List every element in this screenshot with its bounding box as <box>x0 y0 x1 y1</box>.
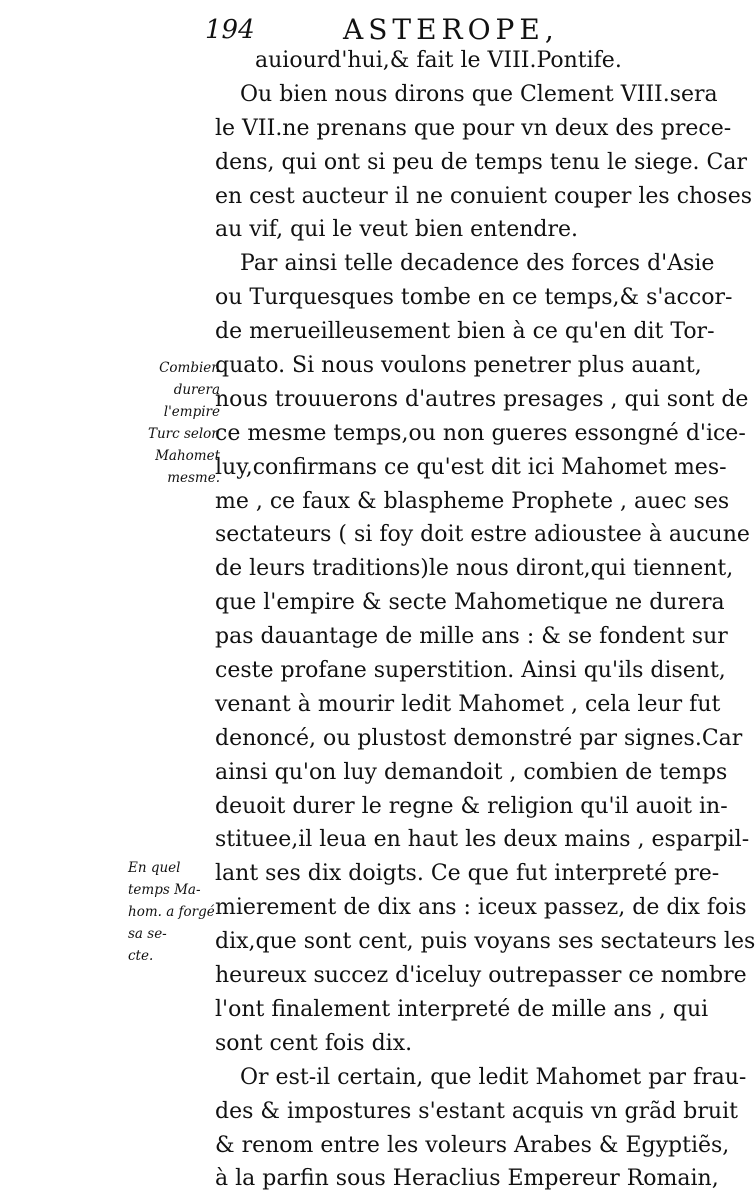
text-line: me , ce faux & blaspheme Prophete , auec ses <box>215 488 730 514</box>
text-line: auiourd'hui,& fait le VIII.Pontife. <box>255 48 622 73</box>
text-line: stituee,il leua en haut les deux mains , esparpil- <box>215 827 750 853</box>
margin-note-line: Turc selon <box>147 426 220 442</box>
text-line: sont cent fois dix. <box>215 1030 413 1056</box>
text-line: au vif, qui le veut bien entendre. <box>215 217 578 243</box>
margin-note-line: temps Ma- <box>128 882 201 898</box>
text-line: mierement de dix ans : iceux passez, de dix fois <box>215 895 747 921</box>
margin-note-sect <box>128 857 215 967</box>
margin-note-line: En quel <box>128 860 181 876</box>
margin-note-empire <box>138 357 220 489</box>
text-line: Or est-il certain, que ledit Mahomet par frau- <box>240 1064 747 1090</box>
text-line: ceste profane superstition. Ainsi qu'ils disent, <box>215 658 726 684</box>
text-line: ce mesme temps,ou non gueres essongné d'ice- <box>215 420 746 446</box>
text-line: pas dauantage de mille ans : & se fondent sur <box>215 624 728 650</box>
margin-note-line: Mahomet <box>155 448 220 464</box>
text-line: le VII.ne prenans que pour vn deux des prece- <box>215 115 732 141</box>
text-line: nous trouuerons d'autres presages , qui sont de <box>215 386 749 412</box>
text-line: Ou bien nous dirons que Clement VIII.sera <box>240 81 718 107</box>
text-line: sectateurs ( si foy doit estre adioustee à aucune <box>215 522 750 548</box>
margin-note-line: cte. <box>128 948 154 964</box>
text-line: luy,confirmans ce qu'est dit ici Mahomet mes- <box>215 454 727 480</box>
text-line: denoncé, ou plustost demonstré par signes.Car <box>215 725 743 751</box>
text-line: de merueilleusement bien à ce qu'en dit Tor- <box>215 319 715 345</box>
text-line: l'ont finalement interpreté de mille ans , qui <box>215 996 709 1022</box>
text-line: à la parfin sous Heraclius Empereur Romain, <box>215 1166 719 1192</box>
text-line: dix,que sont cent, puis voyans ses sectateurs les <box>215 929 755 955</box>
text-line: deuoit durer le regne & religion qu'il auoit in- <box>215 793 728 819</box>
margin-note-line: durera <box>173 382 220 398</box>
text-line: quato. Si nous voulons penetrer plus auant, <box>215 353 702 379</box>
margin-note-line: mesme. <box>167 470 220 486</box>
text-line: en cest aucteur il ne conuient couper les choses <box>215 183 753 209</box>
margin-note-line: sa se- <box>128 926 167 942</box>
margin-note-line: hom. a forgé <box>128 904 215 920</box>
text-line: que l'empire & secte Mahometique ne durera <box>215 590 725 616</box>
text-line: des & impostures s'estant acquis vn grãd bruit <box>215 1098 738 1124</box>
text-line: de leurs traditions)le nous diront,qui tiennent, <box>215 556 734 582</box>
text-line: ou Turquesques tombe en ce temps,& s'accor- <box>215 285 733 311</box>
margin-note-line: Combien <box>159 360 220 376</box>
text-line: lant ses dix doigts. Ce que fut interpreté pre- <box>215 861 720 887</box>
text-line: ainsi qu'on luy demandoit , combien de temps <box>215 759 728 785</box>
text-line: heureux succez d'iceluy outrepasser ce nombre <box>215 963 747 989</box>
text-line: dens, qui ont si peu de temps tenu le siege. Car <box>215 149 747 175</box>
margin-note-line: l'empire <box>163 404 220 420</box>
text-line: & renom entre les voleurs Arabes & Egyptiẽs, <box>215 1132 730 1158</box>
page-number: 194 <box>205 15 255 45</box>
running-title: ASTEROPE, <box>343 13 559 46</box>
body-text <box>215 44 755 1196</box>
text-line: venant à mourir ledit Mahomet , cela leur fut <box>215 691 721 717</box>
text-line: Par ainsi telle decadence des forces d'Asie <box>240 251 715 277</box>
